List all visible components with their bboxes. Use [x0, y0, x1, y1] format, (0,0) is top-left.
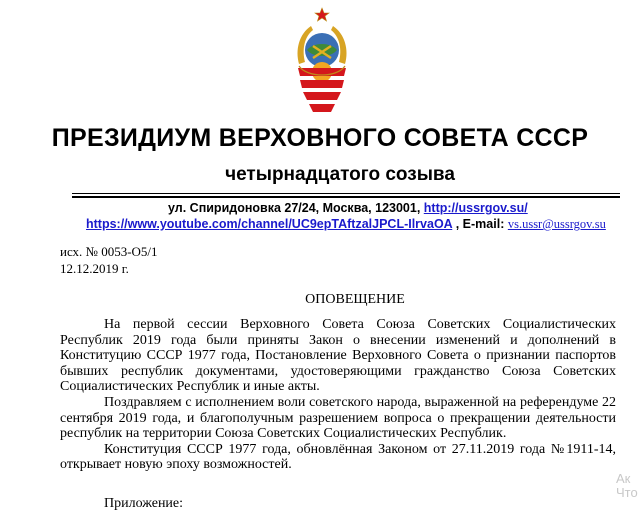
document-subtitle: четырнадцатого созыва — [225, 164, 455, 185]
watermark-line: Что — [616, 485, 638, 500]
watermark-line: Ак — [616, 471, 631, 486]
site-link[interactable]: http://ussrgov.su/ — [423, 201, 528, 215]
email-label: , E-mail: — [455, 217, 505, 231]
outgoing-number: исх. № 0053-О5/1 — [60, 244, 158, 259]
document-date: 12.12.2019 г. — [60, 261, 129, 276]
header-divider-thick — [72, 196, 620, 198]
youtube-link[interactable]: https://www.youtube.com/channel/UC9epTAftzalJPCL-IlrvaOA — [86, 217, 453, 231]
notice-heading: ОПОВЕЩЕНИЕ — [305, 292, 405, 307]
header-divider — [72, 193, 620, 194]
contact-line — [86, 217, 606, 232]
activation-watermark — [616, 472, 638, 500]
attachment-label: Приложение: — [104, 496, 184, 511]
document-title: ПРЕЗИДИУМ ВЕРХОВНОГО СОВЕТА СССР — [51, 124, 589, 152]
paragraph: На первой сессии Верховного Совета Союза Советских Социалистических Республик 2019 года были приняты Закон о внесении изменений и дополнений в Конституцию СССР 1977 года, Постановление Верховного Совета о признании паспортов бывших республик документами, удостоверяющими гражданство Союза Советских Социалистических Республик и иные акты. — [60, 317, 616, 395]
email-link[interactable]: vs.ussr@ussrgov.su — [507, 217, 606, 231]
paragraph: Поздравляем с исполнением воли советского народа, выраженной на референдуме 22 сентября 2019 года, и благополучным разрешением вопроса о прекращении деятельности республик на территории Союза Советских Социалистических Республик. — [60, 394, 616, 442]
address-line — [168, 201, 528, 215]
ussr-emblem-icon — [293, 6, 351, 116]
notice-body — [60, 317, 616, 473]
address-text: ул. Спиридоновка 27/24, Москва, 123001, — [168, 201, 421, 215]
paragraph: Конституция СССР 1977 года, обновлённая Законом от 27.11.2019 года №1911-14, открывает новую эпоху возможностей. — [60, 441, 616, 473]
